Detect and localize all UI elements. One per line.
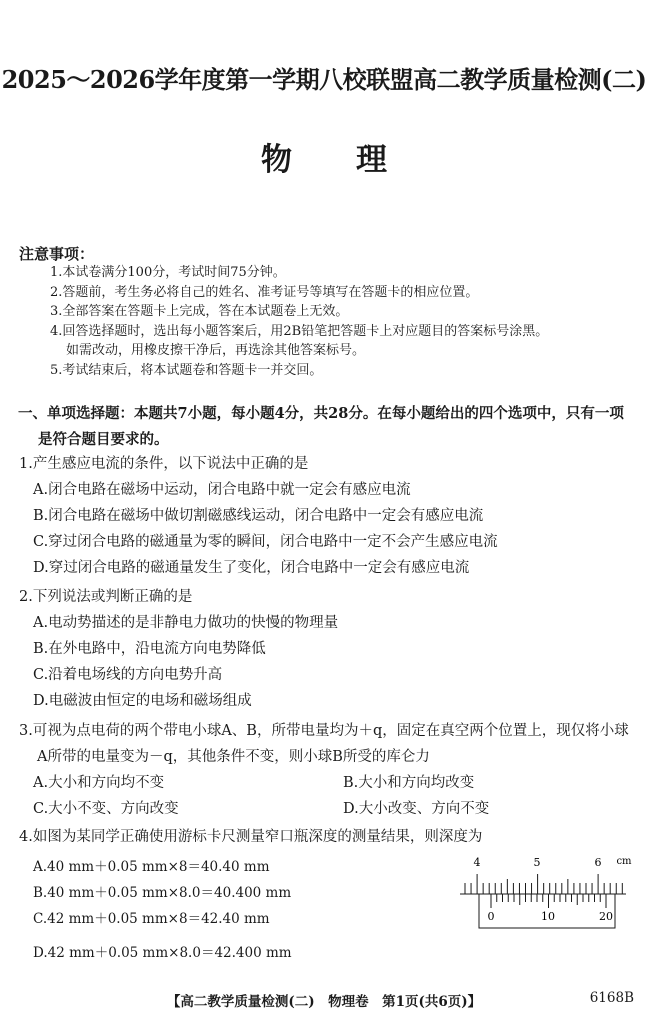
option-c: C.穿过闭合电路的磁通量为零的瞬间，闭合电路中一定不会产生感应电流 xyxy=(33,534,498,550)
section-heading xyxy=(18,401,638,453)
main-scale-ticks xyxy=(465,874,622,894)
main-scale-labels xyxy=(474,856,633,869)
unit-label: cm xyxy=(616,856,632,867)
notice-item: 1.本试卷满分100分，考试时间75分钟。 xyxy=(50,265,286,280)
option-a: A.40 mm＋0.05 mm×8＝40.40 mm xyxy=(33,859,270,875)
vernier-scale-ticks xyxy=(491,894,606,908)
main-scale-label: 5 xyxy=(533,856,541,869)
option-b: B.在外电路中，沿电流方向电势降低 xyxy=(33,641,266,657)
main-scale-label: 6 xyxy=(594,856,602,869)
vernier-label: 20 xyxy=(599,910,613,923)
option-row xyxy=(19,770,639,796)
option-d: D.电磁波由恒定的电场和磁场组成 xyxy=(33,693,252,709)
notice-list xyxy=(50,263,640,380)
question-stem: 3.可视为点电荷的两个带电小球A、B，所带电量均为＋q，固定在真空两个位置上，现仅将小球 xyxy=(19,723,629,739)
option-b: B.大小和方向均改变 xyxy=(343,775,475,791)
section-heading-line: 一、单项选择题：本题共7小题，每小题4分，共28分。在每小题给出的四个选项中，只有一项 xyxy=(18,405,624,422)
notice-item: 2.答题前，考生务必将自己的姓名、准考证号等填写在答题卡的相应位置。 xyxy=(50,284,479,300)
option-d: D.42 mm＋0.05 mm×8.0＝42.400 mm xyxy=(33,945,292,961)
vernier-scale-labels xyxy=(488,910,614,923)
option-d: D.穿过闭合电路的磁通量发生了变化，闭合电路中一定会有感应电流 xyxy=(33,560,470,576)
option-c: C.42 mm＋0.05 mm×8＝42.40 mm xyxy=(33,911,270,927)
option-a: A.电动势描述的是非静电力做功的快慢的物理量 xyxy=(33,615,339,631)
paper-code: 6168B xyxy=(589,990,634,1006)
notice-heading: 注意事项： xyxy=(19,245,95,263)
question-stem: 2.下列说法或判断正确的是 xyxy=(19,589,193,605)
option-c: C.大小不变、方向改变 xyxy=(33,801,179,817)
notice-item-continuation: 如需改动，用橡皮擦干净后，再选涂其他答案标号。 xyxy=(66,343,366,358)
option-b: B.40 mm＋0.05 mm×8.0＝40.400 mm xyxy=(33,885,292,901)
vernier-caliper-figure xyxy=(458,854,630,932)
question-4 xyxy=(19,824,639,850)
question-2 xyxy=(19,584,639,714)
section-heading-line: 是符合题目要求的。 xyxy=(38,431,169,448)
question-1 xyxy=(19,451,639,581)
question-stem: 1.产生感应电流的条件，以下说法中正确的是 xyxy=(19,456,309,472)
notice-item: 5.考试结束后，将本试题卷和答题卡一并交回。 xyxy=(50,362,323,378)
question-stem-continuation: A所带的电量变为－q，其他条件不变，则小球B所受的库仑力 xyxy=(37,749,430,765)
option-row xyxy=(19,796,639,822)
option-a: A.大小和方向均不变 xyxy=(33,775,165,791)
vernier-label: 10 xyxy=(541,910,555,923)
question-stem: 4.如图为某同学正确使用游标卡尺测量窄口瓶深度的测量结果，则深度为 xyxy=(19,829,483,845)
subject-title: 物理 xyxy=(261,142,451,178)
option-d: D.大小改变、方向不变 xyxy=(343,801,490,817)
vernier-label: 0 xyxy=(487,910,495,923)
notice-item: 4.回答选择题时，选出每小题答案后，用2B铅笔把答题卡上对应题目的答案标号涂黑。 xyxy=(50,323,549,339)
notice-item: 3.全部答案在答题卡上完成，答在本试题卷上无效。 xyxy=(50,304,349,319)
option-a: A.闭合电路在磁场中运动，闭合电路中就一定会有感应电流 xyxy=(33,482,411,498)
exam-title: 2025～2026学年度第一学期八校联盟高二教学质量检测(二) xyxy=(1,65,647,94)
page-footer: 【高二教学质量检测(二) 物理卷 第1页(共6页)】 xyxy=(166,994,482,1010)
main-scale-label: 4 xyxy=(473,856,481,869)
question-3 xyxy=(19,718,639,822)
option-b: B.闭合电路在磁场中做切割磁感线运动，闭合电路中一定会有感应电流 xyxy=(33,508,484,524)
option-c: C.沿着电场线的方向电势升高 xyxy=(33,667,223,683)
